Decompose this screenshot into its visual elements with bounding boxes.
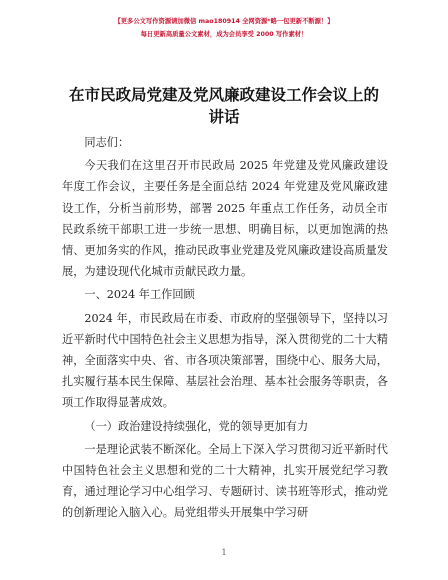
promo-banner-line-2: 每日更新高质量公文素材，成为会员享受 2000 写作素材！: [140, 31, 308, 38]
document-body: [62, 132, 388, 524]
promo-banner-line-1: 【更多公文写作资源请加微信 mao180914 全网资源*略一包更新不断源！】: [114, 18, 334, 25]
document-title: [40, 84, 408, 128]
document-title-line-1: 在市民政局党建及党风廉政建设工作会议上的: [68, 86, 379, 104]
paragraph-review: 2024 年，市民政局在市委、市政府的坚强领导下，坚持以习近平新时代中国特色社会主义思想为指导，深入贯彻党的二十大精神，全面落实中央、省、市各项决策部署，围绕中心、服务大局，扎实履行基本民生保障、基层社会治理、基本社会服务等职责，各项工作取得显著成效。: [62, 311, 388, 410]
paragraph-intro: 今天我们在这里召开市民政局 2025 年党建及党风廉政建设年度工作会议，主要任务是全面总结 2024 年党建及党风廉政建设工作，分析当前形势，部署 2025 年重点工作任务，动员全市民政系统干部职工进一步统一思想、明确目标，以更加饱满的热情、更加务实的作风，推动民政事业党建及党风廉政建设高质量发展，为建设现代化城市贡献民政力量。: [62, 159, 388, 279]
document-title-line-2: 讲话: [208, 108, 240, 126]
page-number: 1: [221, 548, 227, 557]
salutation: 同志们：: [84, 136, 130, 149]
promo-banner: [0, 15, 448, 41]
section-heading-review: 一、2024 年工作回顾: [84, 288, 195, 302]
paragraph-theory: 一是理论武装不断深化。全局上下深入学习贯彻习近平新时代中国特色社会主义思想和党的二十大精神，扎实开展党纪学习教育，通过理论学习中心组学习、专题研讨、读书班等形式，推动党的创新理论入脑入心。局党组带头开展集中学习研: [62, 442, 388, 520]
subsection-heading-political: （一）政治建设持续强化，党的领导更加有力: [84, 419, 309, 433]
